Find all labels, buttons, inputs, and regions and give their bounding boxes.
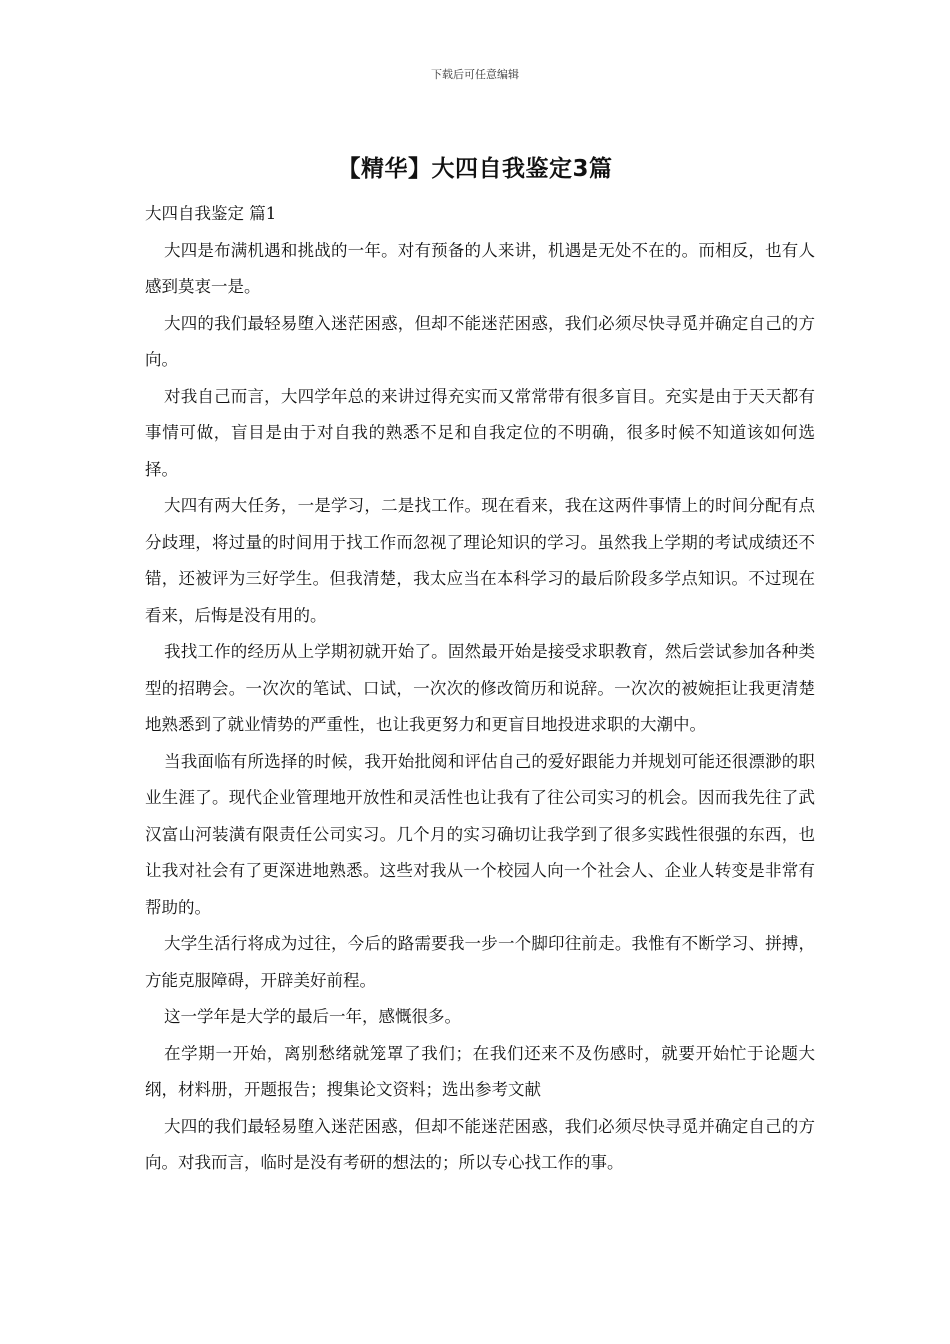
paragraph: 大四是布满机遇和挑战的一年。对有预备的人来讲，机遇是无处不在的。而相反，也有人感到莫衷一是。 <box>145 240 815 296</box>
section-label: 大四自我鉴定 篇1 <box>145 204 277 223</box>
header-note: 下载后可任意编辑 <box>431 68 519 81</box>
paragraph: 这一学年是大学的最后一年，感慨很多。 <box>164 1007 461 1026</box>
paragraph: 大四的我们最轻易堕入迷茫困惑，但却不能迷茫困惑，我们必须尽快寻觅并确定自己的方向。对我而言，临时是没有考研的想法的；所以专心找工作的事。 <box>145 1116 815 1172</box>
paragraph: 我找工作的经历从上学期初就开始了。固然最开始是接受求职教育，然后尝试参加各种类型的招聘会。一次次的笔试、口试，一次次的修改简历和说辞。一次次的被婉拒让我更清楚地熟悉到了就业情势的严重性，也让我更努力和更盲目地投进求职的大潮中。 <box>145 642 815 734</box>
paragraph: 大学生活行将成为过往，今后的路需要我一步一个脚印往前走。我惟有不断学习、拼搏，方能克服障碍，开辟美好前程。 <box>145 934 815 990</box>
paragraph: 大四的我们最轻易堕入迷茫困惑，但却不能迷茫困惑，我们必须尽快寻觅并确定自己的方向。 <box>145 313 815 369</box>
paragraph: 在学期一开始，离别愁绪就笼罩了我们；在我们还来不及伤感时，就要开始忙于论题大纲，材料册，开题报告；搜集论文资料；选出参考文献 <box>145 1043 815 1099</box>
page-title: 【精华】大四自我鉴定3篇 <box>337 156 613 182</box>
document-body <box>145 196 815 1182</box>
paragraph: 大四有两大任务，一是学习，二是找工作。现在看来，我在这两件事情上的时间分配有点分歧理，将过量的时间用于找工作而忽视了理论知识的学习。虽然我上学期的考试成绩还不错，还被评为三好学生。但我清楚，我太应当在本科学习的最后阶段多学点知识。不过现在看来，后悔是没有用的。 <box>145 496 815 625</box>
paragraph: 对我自己而言，大四学年总的来讲过得充实而又常常带有很多盲目。充实是由于天天都有事情可做，盲目是由于对自我的熟悉不足和自我定位的不明确，很多时候不知道该如何选择。 <box>145 386 815 479</box>
paragraph: 当我面临有所选择的时候，我开始批阅和评估自己的爱好跟能力并规划可能还很漂渺的职业生涯了。现代企业管理地开放性和灵活性也让我有了往公司实习的机会。因而我先往了武汉富山河装潢有限责任公司实习。几个月的实习确切让我学到了很多实践性很强的东西，也让我对社会有了更深进地熟悉。这些对我从一个校园人向一个社会人、企业人转变是非常有帮助的。 <box>145 751 815 917</box>
